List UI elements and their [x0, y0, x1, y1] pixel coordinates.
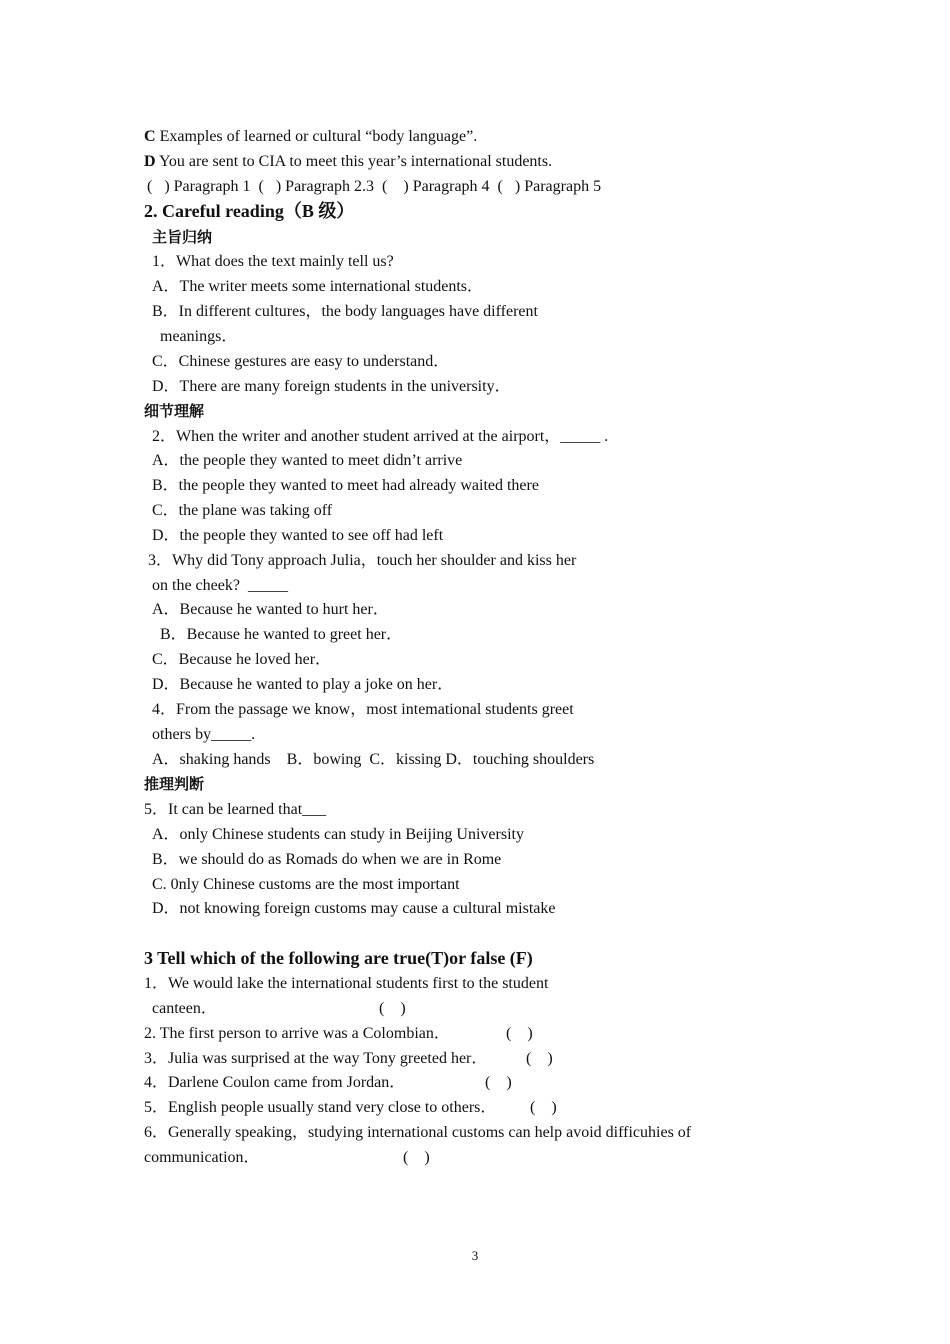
q2-option-a: A．the people they wanted to meet didn’t arrive: [152, 452, 463, 469]
answer-blank-1[interactable]: ( ): [379, 1000, 406, 1017]
statement-6: 6．Generally speaking，studying international customs can help avoid difficuhies of: [144, 1124, 692, 1141]
q5-option-c: C. 0nly Chinese customs are the most important: [152, 876, 460, 893]
q2-option-d: D．the people they wanted to see off had left: [152, 527, 444, 544]
q2-option-b: B．the people they wanted to meet had already waited there: [152, 477, 539, 494]
subheading-inference: 推理判断: [144, 775, 205, 793]
statement-2: 2. The first person to arrive was a Colombian．: [144, 1025, 450, 1042]
answer-blank-3[interactable]: ( ): [526, 1050, 553, 1067]
option-c-text: Examples of learned or cultural “body language”.: [155, 128, 478, 145]
q1-option-c: C．Chinese gestures are easy to understand．: [152, 353, 450, 370]
statement-1: 1．We would lake the international students first to the student: [144, 975, 549, 992]
option-d-letter: D: [144, 153, 156, 170]
paragraph-matching-line: ( ) Paragraph 1 ( ) Paragraph 2.3 ( ) Paragraph 4 ( ) Paragraph 5: [147, 178, 602, 195]
section-3-heading: 3 Tell which of the following are true(T)or false (F): [144, 948, 533, 968]
option-c-letter: C: [144, 128, 156, 145]
option-d-line: [144, 152, 552, 172]
answer-blank-2[interactable]: ( ): [506, 1025, 533, 1042]
q3-stem-cont: on the cheek? _____: [152, 577, 288, 594]
q1-stem: 1．What does the text mainly tell us?: [152, 253, 394, 270]
q5-stem: 5．It can be learned that___: [144, 801, 327, 818]
q2-stem: 2．When the writer and another student arrived at the airport，_____ .: [152, 428, 609, 445]
q1-option-a: A．The writer meets some international students．: [152, 278, 484, 295]
q3-option-a: A．Because he wanted to hurt her．: [152, 601, 389, 618]
answer-blank-5[interactable]: ( ): [530, 1099, 557, 1116]
q3-stem: 3．Why did Tony approach Julia，touch her shoulder and kiss her: [148, 552, 577, 569]
q3-option-d: D．Because he wanted to play a joke on her．: [152, 676, 454, 693]
q5-option-b: B．we should do as Romads do when we are in Rome: [152, 851, 502, 868]
q3-option-b: B．Because he wanted to greet her．: [160, 626, 403, 643]
q1-option-b: B．In different cultures，the body languages have different: [152, 303, 538, 320]
q2-option-c: C．the plane was taking off: [152, 502, 333, 519]
section-2-heading: 2. Careful reading（B 级）: [144, 201, 355, 221]
q1-option-d: D．There are many foreign students in the university．: [152, 378, 511, 395]
option-c-line: [144, 127, 477, 147]
answer-blank-6[interactable]: ( ): [403, 1149, 430, 1166]
q5-option-a: A．only Chinese students can study in Beijing University: [152, 826, 524, 843]
subheading-detail: 细节理解: [144, 402, 205, 420]
q4-options: A．shaking hands B．bowing C．kissing D．touching shoulders: [152, 751, 595, 768]
q5-option-d: D．not knowing foreign customs may cause a cultural mistake: [152, 900, 556, 917]
statement-6-cont: communication．: [144, 1149, 260, 1166]
answer-blank-4[interactable]: ( ): [485, 1074, 512, 1091]
statement-1-cont: canteen．: [152, 1000, 217, 1017]
statement-3: 3．Julia was surprised at the way Tony greeted her．: [144, 1050, 488, 1067]
statement-4: 4．Darlene Coulon came from Jordan．: [144, 1074, 406, 1091]
q1-option-b-cont: meanings．: [160, 328, 238, 345]
page-number: 3: [471, 1248, 479, 1263]
q4-stem-cont: others by_____.: [152, 726, 256, 743]
option-d-text: You are sent to CIA to meet this year’s international students.: [155, 153, 553, 170]
q3-option-c: C．Because he loved her．: [152, 651, 332, 668]
statement-5: 5．English people usually stand very close to others．: [144, 1099, 497, 1116]
subheading-main-idea: 主旨归纳: [152, 228, 213, 246]
q4-stem: 4．From the passage we know，most intemational students greet: [152, 701, 574, 718]
